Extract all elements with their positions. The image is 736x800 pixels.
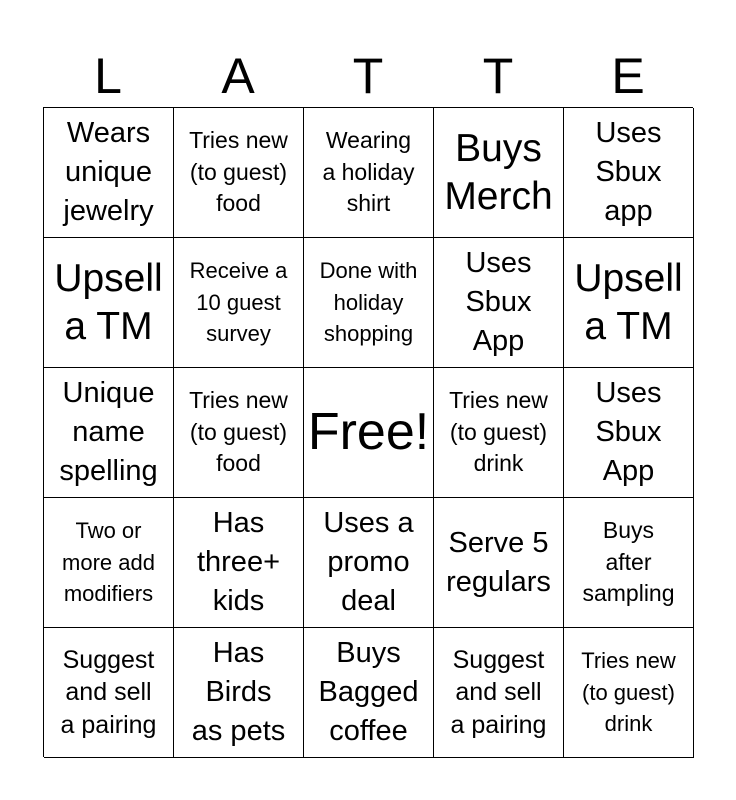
header-letter: E bbox=[611, 48, 645, 104]
bingo-cell[interactable] bbox=[174, 108, 304, 238]
bingo-cell[interactable] bbox=[44, 498, 174, 628]
free-space-cell[interactable] bbox=[304, 368, 434, 498]
cell-text: Wearing a holiday shirt bbox=[322, 126, 415, 217]
cell-text: Upsell a TM bbox=[54, 256, 163, 348]
cell-text: Tries new (to guest) drink bbox=[581, 647, 676, 737]
bingo-cell[interactable] bbox=[44, 628, 174, 758]
bingo-header bbox=[43, 46, 693, 106]
header-letter: L bbox=[94, 48, 122, 104]
bingo-cell[interactable] bbox=[434, 368, 564, 498]
bingo-cell[interactable] bbox=[304, 628, 434, 758]
cell-text: Done with holiday shopping bbox=[319, 257, 418, 347]
bingo-cell[interactable] bbox=[434, 498, 564, 628]
cell-text: Receive a 10 guest survey bbox=[189, 257, 288, 347]
bingo-cell[interactable] bbox=[564, 108, 694, 238]
bingo-cell[interactable] bbox=[44, 238, 174, 368]
free-space-text: Free! bbox=[307, 403, 430, 462]
bingo-cell[interactable] bbox=[44, 108, 174, 238]
bingo-cell[interactable] bbox=[434, 238, 564, 368]
bingo-cell[interactable] bbox=[174, 238, 304, 368]
header-letter: A bbox=[221, 48, 255, 104]
bingo-cell[interactable] bbox=[564, 498, 694, 628]
cell-text: Uses Sbux app bbox=[595, 117, 662, 227]
bingo-cell[interactable] bbox=[304, 108, 434, 238]
bingo-cell[interactable] bbox=[174, 368, 304, 498]
bingo-board bbox=[43, 107, 693, 757]
bingo-cell[interactable] bbox=[174, 628, 304, 758]
bingo-cell[interactable] bbox=[564, 368, 694, 498]
cell-text: Two or more add modifiers bbox=[62, 517, 155, 607]
cell-text: Uses Sbux App bbox=[595, 377, 662, 487]
cell-text: Unique name spelling bbox=[59, 377, 158, 487]
bingo-cell[interactable] bbox=[44, 368, 174, 498]
bingo-cell[interactable] bbox=[564, 238, 694, 368]
bingo-cell[interactable] bbox=[304, 238, 434, 368]
bingo-cell[interactable] bbox=[304, 498, 434, 628]
cell-text: Buys Merch bbox=[444, 126, 553, 218]
cell-text: Tries new (to guest) drink bbox=[449, 386, 548, 477]
header-letter: T bbox=[482, 48, 514, 104]
cell-text: Has three+ kids bbox=[196, 507, 281, 617]
cell-text: Buys after sampling bbox=[582, 516, 675, 607]
cell-text: Tries new (to guest) food bbox=[189, 386, 288, 477]
cell-text: Tries new (to guest) food bbox=[189, 126, 288, 217]
cell-text: Serve 5 regulars bbox=[446, 526, 551, 598]
cell-text: Uses Sbux App bbox=[465, 247, 532, 357]
cell-text: Uses a promo deal bbox=[323, 507, 414, 617]
cell-text: Upsell a TM bbox=[574, 256, 683, 348]
cell-text: Wears unique jewelry bbox=[63, 117, 154, 227]
cell-text: Suggest and sell a pairing bbox=[450, 645, 547, 739]
bingo-cell[interactable] bbox=[434, 108, 564, 238]
cell-text: Suggest and sell a pairing bbox=[60, 645, 157, 739]
header-letter: T bbox=[352, 48, 384, 104]
bingo-cell[interactable] bbox=[174, 498, 304, 628]
cell-text: Buys Bagged coffee bbox=[318, 637, 419, 747]
cell-text: Has Birds as pets bbox=[191, 637, 286, 747]
bingo-cell[interactable] bbox=[564, 628, 694, 758]
bingo-cell[interactable] bbox=[434, 628, 564, 758]
